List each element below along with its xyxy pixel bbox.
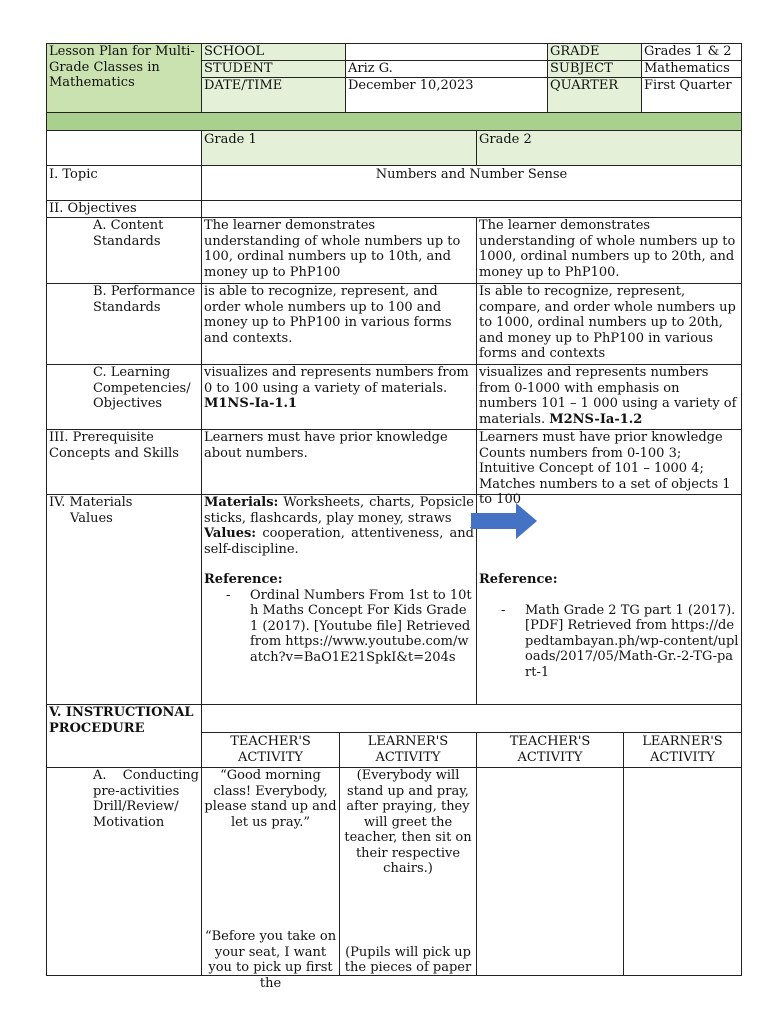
competencies-g2 [476,364,742,430]
lesson-plan-title: Lesson Plan for Multi-Grade Classes in Mathematics [46,43,202,113]
g2-teacher-activity-header: TEACHER'S ACTIVITY [476,732,624,768]
values-line [204,526,474,557]
separator-bar [46,112,742,131]
materials-text: Worksheets, charts, Popsicle sticks, flashcards, play money, straws [204,495,474,526]
content-standards-label: A. Content Standards [46,217,202,284]
prerequisite-g1: Learners must have prior knowledge about numbers. [201,429,477,495]
topic-label: I. Topic [46,165,202,201]
datetime-label: DATE/TIME [201,77,346,113]
g1-learner-activity [339,767,477,976]
prerequisite-g2: Learners must have prior knowledge Counts numbers from 0-100 3; Intuitive Concept of 101 – 1000 4; Matches numbers to a set of objects 1 to 100 [476,429,742,495]
g1-reference-item [204,588,474,666]
materials-label-cell [46,494,202,705]
school-value [345,43,548,61]
grade-header-spacer [46,130,202,166]
objectives-label: II. Objectives [46,200,202,218]
content-standards-g2: The learner demonstrates understanding of whole numbers up to 1000, ordinal numbers up to 20th, and money up to PhP100. [476,217,742,284]
g1-teacher-activity [201,767,340,991]
quarter-label: QUARTER [547,77,642,113]
conducting-label: A. Conducting pre-activities Drill/Review/ Motivation [46,767,202,976]
performance-standards-g2: Is able to recognize, represent, compare, and order whole numbers up to 1000, ordinal numbers up to 20th, and money up to PhP100 in various forms and contexts [476,283,742,365]
values-heading: Values: [204,526,257,541]
g2-reference-text: Math Grade 2 TG part 1 (2017). [PDF] Retrieved from https://depedtambayan.ph/wp-content/uploads/2017/05/Math-Gr.-2-TG-part-1 [525,602,739,680]
materials-g1 [201,494,477,705]
competencies-g2-text: visualizes and represents numbers from 0-1000 with emphasis on numbers 101 – 1 000 using a variety of materials. [479,365,737,427]
topic-value: Numbers and Number Sense [201,165,742,201]
datetime-value: December 10,2023 [345,77,548,113]
teacher-instruction: “Before you take on your seat, I want you to pick up first the [204,929,337,991]
teacher-greeting: “Good morning class! Everybody, please stand up and let us pray.” [204,768,337,830]
g1-reference-heading: Reference: [204,572,283,587]
g1-reference-text: Ordinal Numbers From 1st to 10th Maths Concept For Kids Grade 1 (2017). [Youtube file] Retrieved from https://www.youtube.com/watch?v=BaO1E21SpkI&t=204s [250,587,472,665]
competencies-g2-code: M2NS-Ia-1.2 [549,411,643,427]
prerequisite-label: III. Prerequisite Concepts and Skills [46,429,202,495]
competencies-g1-text: visualizes and represents numbers from 0 to 100 using a variety of materials. [204,365,469,396]
procedure-label: V. INSTRUCTIONAL PROCEDURE [46,704,202,768]
procedure-spacer [201,704,742,733]
competencies-g1 [201,364,477,430]
g2-learner-activity-header: LEARNER'S ACTIVITY [623,732,742,768]
dash-bullet: - [501,602,506,618]
student-label: STUDENT [201,60,346,78]
g2-teacher-activity [476,767,624,976]
right-arrow-icon [471,503,541,543]
g2-reference-item [479,603,739,681]
materials-line [204,495,474,526]
learner-response: (Everybody will stand up and pray, after praying, they will greet the teacher, then sit on their respective chairs.) [344,768,472,876]
competencies-g1-code: M1NS-Ia-1.1 [204,396,298,411]
learner-pickup: (Pupils will pick up the pieces of paper [344,944,472,975]
materials-label: IV. Materials [49,495,133,510]
competencies-label: C. Learning Competencies/ Objectives [46,364,202,430]
student-value: Ariz G. [345,60,548,78]
school-label: SCHOOL [201,43,346,61]
g1-learner-activity-header: LEARNER'S ACTIVITY [339,732,477,768]
g1-teacher-activity-header: TEACHER'S ACTIVITY [201,732,340,768]
materials-g2 [476,494,742,705]
performance-standards-label: B. Performance Standards [46,283,202,365]
grade2-header: Grade 2 [476,130,742,166]
subject-label: SUBJECT [547,60,642,78]
grade-label: GRADE [547,43,642,61]
g2-reference-heading: Reference: [479,572,558,587]
dash-bullet: - [226,587,231,603]
materials-heading: Materials: [204,495,279,510]
grade1-header: Grade 1 [201,130,477,166]
subject-value: Mathematics [641,60,742,78]
quarter-value: First Quarter [641,77,742,113]
values-label: Values [70,510,113,526]
content-standards-g1: The learner demonstrates understanding of whole numbers up to 100, ordinal numbers up to 10th, and money up to PhP100 [201,217,477,284]
performance-standards-g1: is able to recognize, represent, and order whole numbers up to 100 and money up to PhP100 in various forms and contexts. [201,283,477,365]
values-text: cooperation, attentiveness, and self-discipline. [204,526,474,557]
g2-learner-activity [623,767,742,976]
objectives-spacer [201,200,742,218]
grade-value: Grades 1 & 2 [641,43,742,61]
